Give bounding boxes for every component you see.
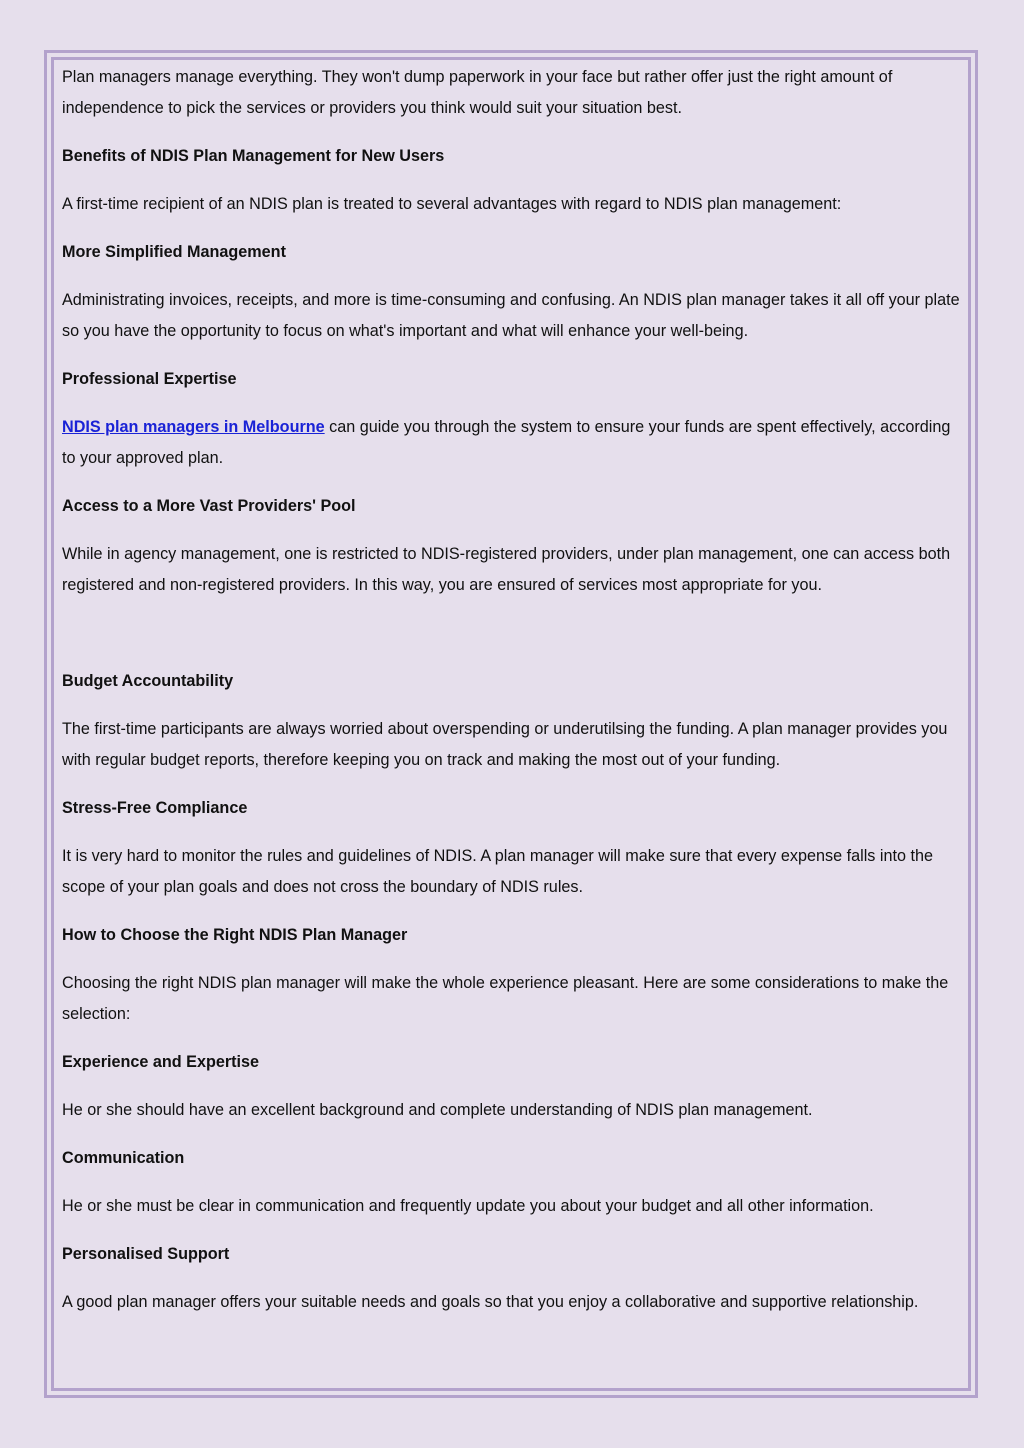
communication-heading: Communication xyxy=(62,1149,185,1167)
budget-text: The first-time participants are always worried about overspending or underutilsing the funding. A plan manager provides you with regular budget reports, therefore keeping you on track and making the most out of your funding. xyxy=(62,720,948,769)
support-heading: Personalised Support xyxy=(62,1245,230,1263)
experience-text: He or she should have an excellent background and complete understanding of NDIS plan management. xyxy=(62,1101,813,1119)
providers-heading: Access to a More Vast Providers' Pool xyxy=(62,497,356,515)
experience-heading: Experience and Expertise xyxy=(62,1053,260,1071)
providers-text: While in agency management, one is restricted to NDIS-registered providers, under plan management, one can access both registered and non-registered providers. In this way, you are ensured of services most appropriate for you. xyxy=(62,545,951,594)
document-body xyxy=(62,62,962,1318)
compliance-heading: Stress-Free Compliance xyxy=(62,799,248,817)
benefits-intro: A first-time recipient of an NDIS plan is treated to several advantages with regard to NDIS plan management: xyxy=(62,195,842,213)
budget-heading: Budget Accountability xyxy=(62,672,234,690)
communication-text: He or she must be clear in communication and frequently update you about your budget and all other information. xyxy=(62,1197,874,1215)
choose-text: Choosing the right NDIS plan manager will make the whole experience pleasant. Here are some considerations to make the selection: xyxy=(62,974,949,1023)
benefits-heading: Benefits of NDIS Plan Management for New Users xyxy=(62,147,445,165)
choose-heading: How to Choose the Right NDIS Plan Manager xyxy=(62,926,408,944)
simplified-heading: More Simplified Management xyxy=(62,243,286,261)
support-text: A good plan manager offers your suitable needs and goals so that you enjoy a collaborative and supportive relationship. xyxy=(62,1293,919,1311)
compliance-text: It is very hard to monitor the rules and guidelines of NDIS. A plan manager will make sure that every expense falls into the scope of your plan goals and does not cross the boundary of NDIS rules. xyxy=(62,847,933,896)
expertise-heading: Professional Expertise xyxy=(62,370,237,388)
ndis-melbourne-link[interactable]: NDIS plan managers in Melbourne xyxy=(62,418,325,436)
simplified-text: Administrating invoices, receipts, and more is time-consuming and confusing. An NDIS plan manager takes it all off your plate so you have the opportunity to focus on what's important and what will enhance your well-being. xyxy=(62,291,960,340)
intro-paragraph: Plan managers manage everything. They won't dump paperwork in your face but rather offer just the right amount of independence to pick the services or providers you think would suit your situation best. xyxy=(62,68,893,117)
expertise-text xyxy=(62,412,962,474)
expertise-text-rest: can guide you through the system to ensure your funds are spent effectively, according to your approved plan. xyxy=(62,418,951,467)
